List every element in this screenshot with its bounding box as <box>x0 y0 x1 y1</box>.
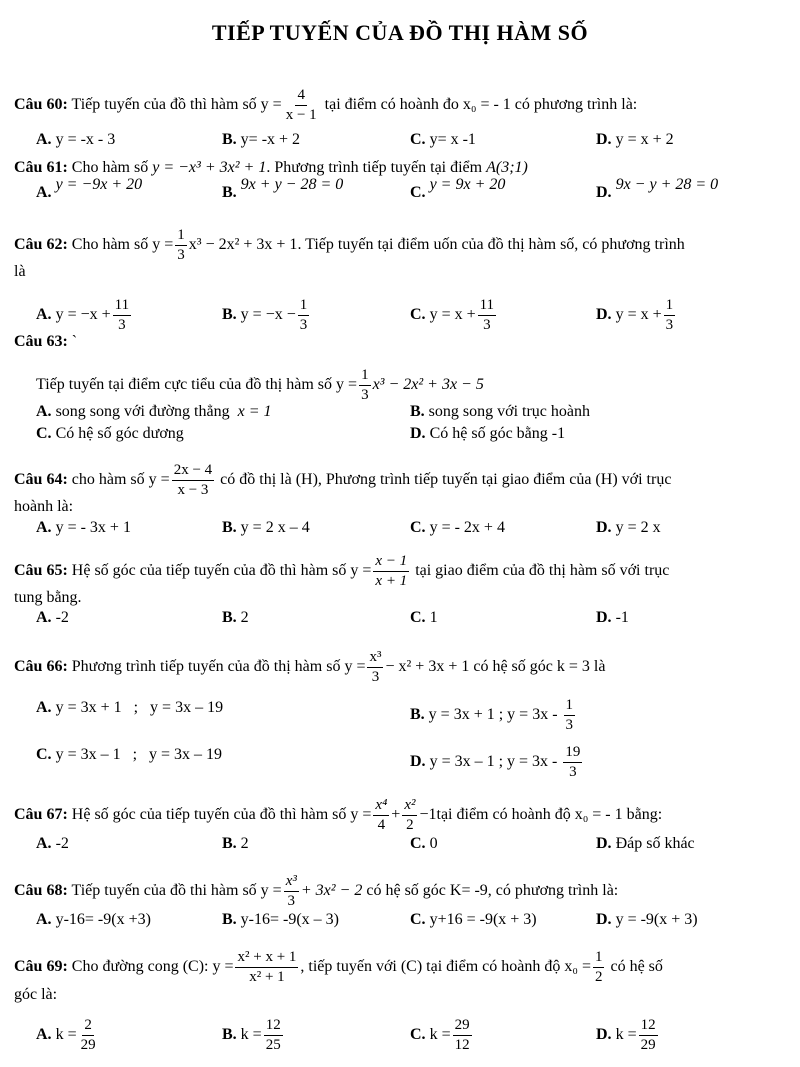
option-a: A. y = −9x + 20 <box>36 176 143 201</box>
option-d: D. y = -9(x + 3) <box>596 911 698 928</box>
question-label: Câu 63: <box>14 333 68 350</box>
option-b: B. y = 3x + 1 ; y = 3x - $\frac{1}{3}$ <box>410 697 574 733</box>
question-label: Câu 65: <box>14 562 68 580</box>
option-c: C. 0 <box>410 835 438 852</box>
formula: x³ − 2x² + 3x + 1 <box>188 236 298 254</box>
option-b: B. y-16= -9(x – 3) <box>222 911 340 928</box>
option-a: A. y-16= -9(x +3) <box>36 911 151 928</box>
question-63: Câu 63: ` <box>14 333 78 350</box>
option-c: C. Có hệ số góc dương <box>36 425 184 442</box>
question-60 <box>14 88 637 123</box>
option-c: C. 1 <box>410 609 438 626</box>
option-a: A. y = - 3x + 1 <box>36 519 131 536</box>
question-label: Câu 66: <box>14 658 68 676</box>
question-label: Câu 60: <box>14 96 68 114</box>
option-b: B. k = $\frac{12}{25}$ <box>222 1017 281 1053</box>
option-c: C. y = 9x + 20 <box>410 176 506 201</box>
option-a: A. y = 3x + 1 ; y = 3x – 19 <box>36 699 224 716</box>
question-text-continued: góc là: <box>14 986 58 1003</box>
option-d: D. y = x + 2 <box>596 131 674 148</box>
question-text: tại điểm có hoành đo x₀ = - 1 có phương trình là: <box>324 96 638 114</box>
question-label: Câu 67: <box>14 806 68 824</box>
option-d: D. y = x + $\frac{1}{3}$ <box>596 297 674 333</box>
option-b: B. y = −x − $\frac{1}{3}$ <box>222 297 308 333</box>
option-b: B. y= -x + 2 <box>222 131 301 148</box>
question-65: Câu 65: Hệ số góc của tiếp tuyến của đồ thì hàm số y = $\frac{x - 1}{x + 1}$ tại giao điểm của đồ thị hàm số với trục <box>14 553 670 589</box>
option-c: C. y = - 2x + 4 <box>410 519 505 536</box>
question-text: . Tiếp tuyến tại điểm uốn của đồ thị hàm số, có phương trình <box>297 236 685 254</box>
fraction: $\frac{4}{x - 1}$ <box>285 87 317 123</box>
question-text-continued: hoành là: <box>14 498 74 515</box>
question-62 <box>14 228 685 263</box>
option-a: A. y = -x - 3 <box>36 131 116 148</box>
option-a: A. -2 <box>36 609 69 626</box>
question-text-continued: là <box>14 263 26 280</box>
option-a: A. song song với đường thẳng x = 1 <box>36 403 272 420</box>
option-d: D. Đáp số khác <box>596 835 695 852</box>
question-label: Câu 61: <box>14 159 68 176</box>
question-text: . Phương trình tiếp tuyến tại điểm <box>266 159 483 176</box>
formula: y = <box>260 96 282 114</box>
fraction: $\frac{1}{3}$ <box>177 227 185 263</box>
option-d: D. y = 3x – 1 ; y = 3x - $\frac{19}{3}$ <box>410 744 581 780</box>
option-b: B. song song với trục hoành <box>410 403 591 420</box>
option-a: A. y = −x + $\frac{11}{3}$ <box>36 297 130 333</box>
option-c: C. y = x + $\frac{11}{3}$ <box>410 297 495 333</box>
question-text: Cho hàm số <box>71 159 149 176</box>
option-a: A. k = $\frac{2}{29}$ <box>36 1017 96 1053</box>
question-text: Cho hàm số <box>71 236 149 254</box>
option-b: B. y = 2 x – 4 <box>222 519 310 536</box>
option-d: D. Có hệ số góc bằng -1 <box>410 425 566 442</box>
question-label: Câu 62: <box>14 236 68 254</box>
formula: y = −x³ + 3x² + 1 <box>152 159 267 176</box>
formula: A(3;1) <box>486 159 528 176</box>
option-a: A. -2 <box>36 835 69 852</box>
question-label: Câu 68: <box>14 882 68 900</box>
question-61 <box>14 158 528 178</box>
option-d: D. k = $\frac{12}{29}$ <box>596 1017 656 1053</box>
option-d: D. 9x − y + 28 = 0 <box>596 176 719 201</box>
question-text: Tiếp tuyến của đồ thì hàm số <box>71 96 257 114</box>
option-b: B. 2 <box>222 835 249 852</box>
question-text-continued: tung bằng. <box>14 589 82 606</box>
question-66: Câu 66: Phương trình tiếp tuyến của đồ thị hàm số y = $\frac{\text{x³}}{3}$ − x² + 3x + 1 có hệ số góc k = 3 là <box>14 649 606 685</box>
question-label: Câu 69: <box>14 958 68 976</box>
question-text: Tiếp tuyến tại điểm cực tiểu của đồ thị hàm số y = $\frac{1}{3}$ x³ − 2x² + 3x − 5 <box>36 367 484 403</box>
question-68: Câu 68: Tiếp tuyến của đồ thi hàm số y = $\frac{\text{x³}}{3}$ + 3x² − 2 có hệ số góc K= -9, có phương trình là: <box>14 873 619 909</box>
option-d: D. y = 2 x <box>596 519 661 536</box>
option-d: D. -1 <box>596 609 629 626</box>
option-c: C. k = $\frac{29}{12}$ <box>410 1017 470 1053</box>
question-label: Câu 64: <box>14 471 68 489</box>
page-title: TIẾP TUYẾN CỦA ĐỒ THỊ HÀM SỐ <box>211 20 589 45</box>
formula: y = <box>152 236 174 254</box>
option-b: B. 9x + y − 28 = 0 <box>222 176 344 201</box>
option-b: B. 2 <box>222 609 249 626</box>
question-64: Câu 64: cho hàm số y = $\frac{2x - 4}{x - 3}$ có đồ thị là (H), Phương trình tiếp tuyến tại giao điểm của (H) với trục <box>14 462 672 498</box>
question-67: Câu 67: Hệ số góc của tiếp tuyến của đồ thì hàm số y = $\frac{\text{x⁴}}{4}$ + $\frac{\text{x²}}{2}$ −1tại điểm có hoành độ x₀ = - 1 bằng: <box>14 797 663 833</box>
option-c: C. y= x -1 <box>410 131 476 148</box>
option-c: C. y+16 = -9(x + 3) <box>410 911 537 928</box>
question-69: Câu 69: Cho đường cong (C): y = $\frac{\text{x² + x + 1}}{\text{x² + 1}}$ , tiếp tuyến với (C) tại điểm có hoành độ x₀ = $\frac{1}{2}$ có hệ số <box>14 949 663 985</box>
option-c: C. y = 3x – 1 ; y = 3x – 19 <box>36 746 223 763</box>
